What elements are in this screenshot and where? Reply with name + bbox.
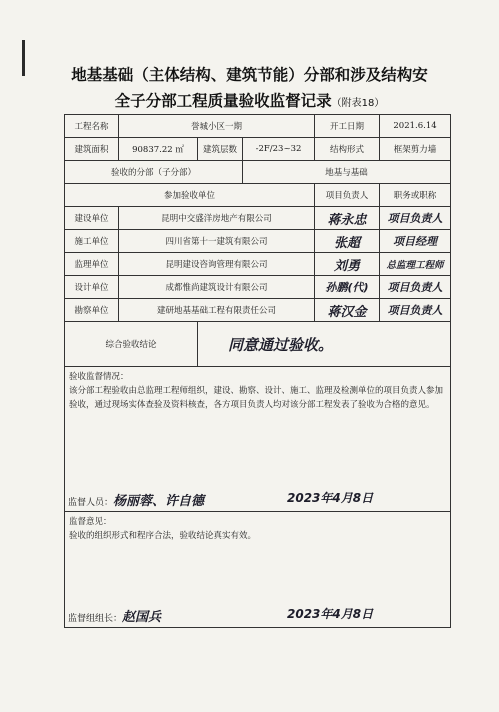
unit-title-signature <box>380 207 451 230</box>
signature: 刘勇 <box>334 258 361 274</box>
label-building-area: 建筑面积 <box>65 138 119 161</box>
situation-body <box>65 367 450 415</box>
signature: 项目负责人 <box>387 304 443 317</box>
value-building-area: 90837.22 ㎡ <box>119 138 198 161</box>
value-structure-type: 框架剪力墙 <box>380 138 451 161</box>
row-situation <box>65 367 451 512</box>
inspector-line <box>68 490 204 509</box>
signature: 2023年4月8日 <box>287 491 374 505</box>
unit-person-signature <box>315 230 380 253</box>
unit-name: 建研地基基础工程有限责任公司 <box>119 299 315 322</box>
opinion-heading: 监督意见： <box>69 517 112 527</box>
row-unit-surveyor <box>65 299 451 322</box>
header-person: 项目负责人 <box>315 184 380 207</box>
form-title-line1: 地基基础（主体结构、建筑节能）分部和涉及结构安 <box>71 66 428 84</box>
signature: 2023年4月8日 <box>287 607 374 621</box>
leader-line <box>68 606 161 625</box>
row-unit-contractor <box>65 230 451 253</box>
label-division: 验收的分部（子分部） <box>65 161 243 184</box>
situation-heading: 验收监督情况： <box>69 372 129 382</box>
signature: 赵国兵 <box>122 610 162 625</box>
row-unit-construction-owner <box>65 207 451 230</box>
unit-role: 施工单位 <box>65 230 119 253</box>
situation-date <box>287 489 373 506</box>
signature: 项目负责人 <box>387 212 443 225</box>
label-start-date: 开工日期 <box>315 115 380 138</box>
form-title-main: 全子分部工程质量验收监督记录 <box>114 92 332 110</box>
situation-cell <box>65 367 451 512</box>
label-project-name: 工程名称 <box>65 115 119 138</box>
row-opinion <box>65 512 451 628</box>
unit-name: 昆明建设咨询管理有限公司 <box>119 253 315 276</box>
opinion-text: 验收的组织形式和程序合法，验收结论真实有效。 <box>69 531 257 541</box>
unit-title-signature <box>380 276 451 299</box>
unit-name: 四川省第十一建筑有限公司 <box>119 230 315 253</box>
row-header <box>65 184 451 207</box>
row-division <box>65 161 451 184</box>
unit-role: 建设单位 <box>65 207 119 230</box>
unit-person-signature <box>315 276 380 299</box>
header-units: 参加验收单位 <box>65 184 315 207</box>
row-building-info <box>65 138 451 161</box>
signature: 项目经理 <box>393 235 438 248</box>
unit-title-signature <box>380 299 451 322</box>
signature: 蒋汉金 <box>327 304 367 320</box>
leader-label: 监督组组长： <box>68 614 123 624</box>
unit-title-signature <box>380 253 451 276</box>
signature: 蒋永忠 <box>327 212 367 228</box>
opinion-body <box>65 512 450 546</box>
value-conclusion <box>198 322 451 367</box>
unit-role: 勘察单位 <box>65 299 119 322</box>
unit-role: 监理单位 <box>65 253 119 276</box>
unit-name: 昆明中交盛洋房地产有限公司 <box>119 207 315 230</box>
opinion-cell <box>65 512 451 628</box>
unit-name: 成都惟尚建筑设计有限公司 <box>119 276 315 299</box>
signature: 杨丽蓉、许自德 <box>113 494 205 509</box>
signature: 总监理工程师 <box>386 260 444 271</box>
row-unit-designer <box>65 276 451 299</box>
unit-person-signature <box>315 207 380 230</box>
signature: 张超 <box>334 235 361 251</box>
label-floors: 建筑层数 <box>198 138 243 161</box>
signature: 孙鹏(代) <box>325 281 369 294</box>
supervision-record-table <box>64 114 451 628</box>
form-title-note: （附表18） <box>331 98 385 109</box>
label-conclusion: 综合验收结论 <box>65 322 198 367</box>
value-project-name: 誉城小区一期 <box>119 115 315 138</box>
signature: 项目负责人 <box>387 281 443 294</box>
unit-role: 设计单位 <box>65 276 119 299</box>
row-project-name <box>65 115 451 138</box>
form-title-line2 <box>0 89 499 111</box>
opinion-date <box>287 605 373 622</box>
value-division: 地基与基础 <box>243 161 451 184</box>
row-unit-supervisor <box>65 253 451 276</box>
label-structure-type: 结构形式 <box>315 138 380 161</box>
value-start-date: 2021.6.14 <box>380 115 451 138</box>
signature: 同意通过验收。 <box>228 335 334 354</box>
unit-title-signature <box>380 230 451 253</box>
value-floors: -2F/23~32 <box>243 138 315 161</box>
row-conclusion <box>65 322 451 367</box>
inspector-label: 监督人员： <box>68 498 114 508</box>
unit-person-signature <box>315 299 380 322</box>
situation-text: 该分部工程验收由总监理工程师组织，建设、勘察、设计、施工、监理及检测单位的项目负责人参加验收，通过现场实体查验及资料核查，各方项目负责人均对该分部工程发表了验收为合格的意见。 <box>69 386 444 410</box>
header-title: 职务或职称 <box>380 184 451 207</box>
unit-person-signature <box>315 253 380 276</box>
